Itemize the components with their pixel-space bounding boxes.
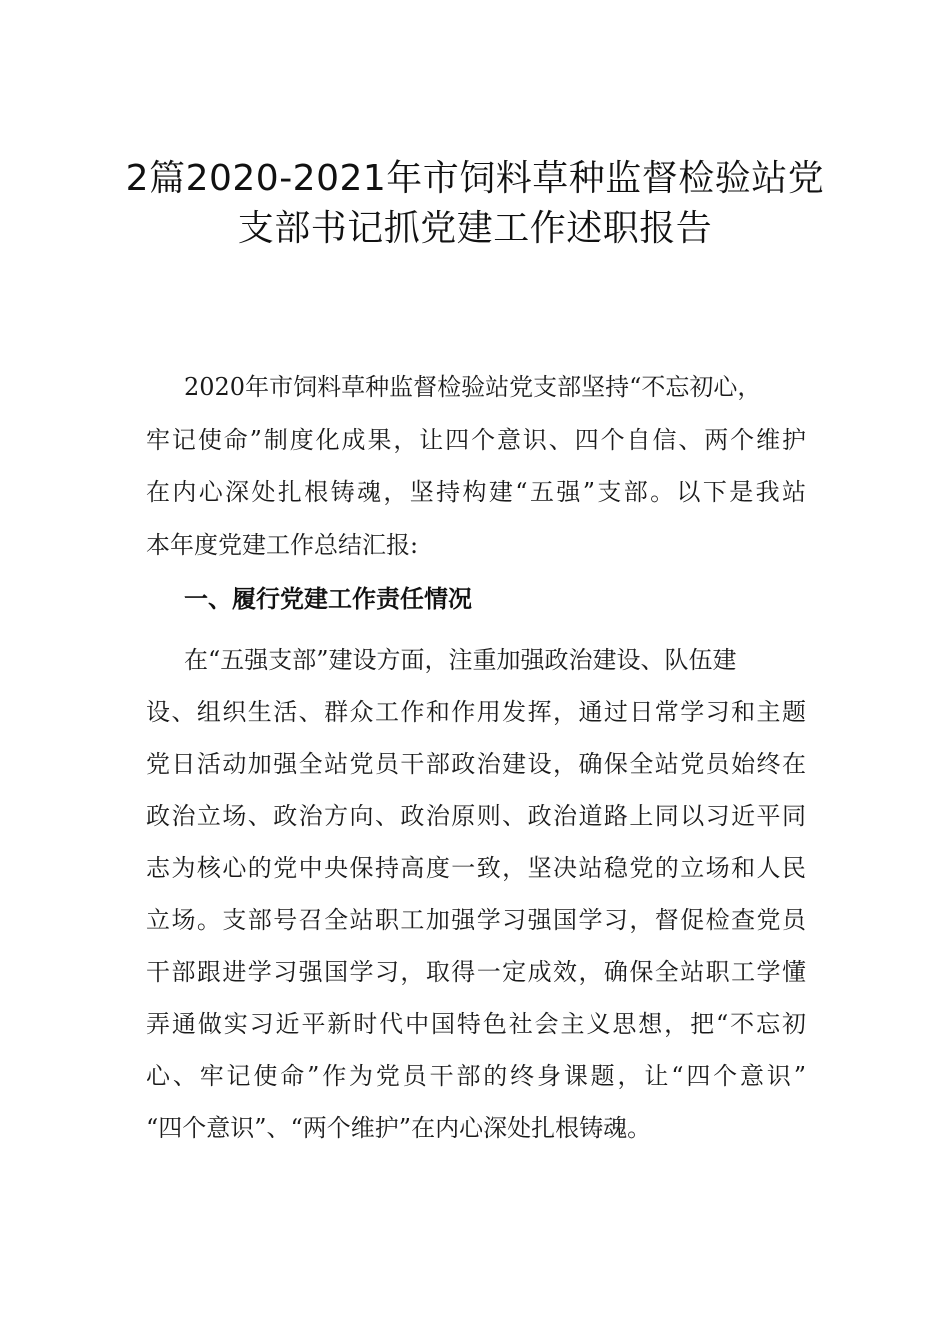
intro-paragraph-line: 本年度党建工作总结汇报:: [146, 531, 419, 559]
section-paragraph-line: 政治立场、政治方向、政治原则、政治道路上同以习近平同: [146, 802, 806, 830]
intro-paragraph-line: 牢记使命”制度化成果，让四个意识、四个自信、两个维护: [146, 426, 806, 454]
section-paragraph-line: 设、组织生活、群众工作和作用发挥，通过日常学习和主题: [146, 698, 806, 726]
intro-paragraph-line: 在内心深处扎根铸魂，坚持构建“五强”支部。以下是我站: [146, 478, 806, 506]
section-paragraph-line: 立场。支部号召全站职工加强学习强国学习，督促检查党员: [146, 906, 806, 934]
document-title-line-1: 2篇2020-2021年市饲料草种监督检验站党: [125, 158, 825, 199]
section-paragraph-line: “四个意识”、“两个维护”在内心深处扎根铸魂。: [146, 1114, 652, 1142]
section-paragraph-line: 心、牢记使命”作为党员干部的终身课题，让“四个意识”: [146, 1062, 806, 1090]
section-paragraph-line: 在“五强支部”建设方面，注重加强政治建设、队伍建: [184, 646, 737, 674]
intro-paragraph-line: 2020年市饲料草种监督检验站党支部坚持“不忘初心，: [184, 373, 762, 401]
section-paragraph-line: 党日活动加强全站党员干部政治建设，确保全站党员始终在: [146, 750, 806, 778]
section-paragraph-line: 弄通做实习近平新时代中国特色社会主义思想，把“不忘初: [146, 1010, 806, 1038]
section-heading: 一、履行党建工作责任情况: [184, 585, 472, 613]
section-paragraph-line: 干部跟进学习强国学习，取得一定成效，确保全站职工学懂: [146, 958, 806, 986]
section-paragraph-line: 志为核心的党中央保持高度一致，坚决站稳党的立场和人民: [146, 854, 806, 882]
document-title-line-2: 支部书记抓党建工作述职报告: [237, 208, 713, 249]
